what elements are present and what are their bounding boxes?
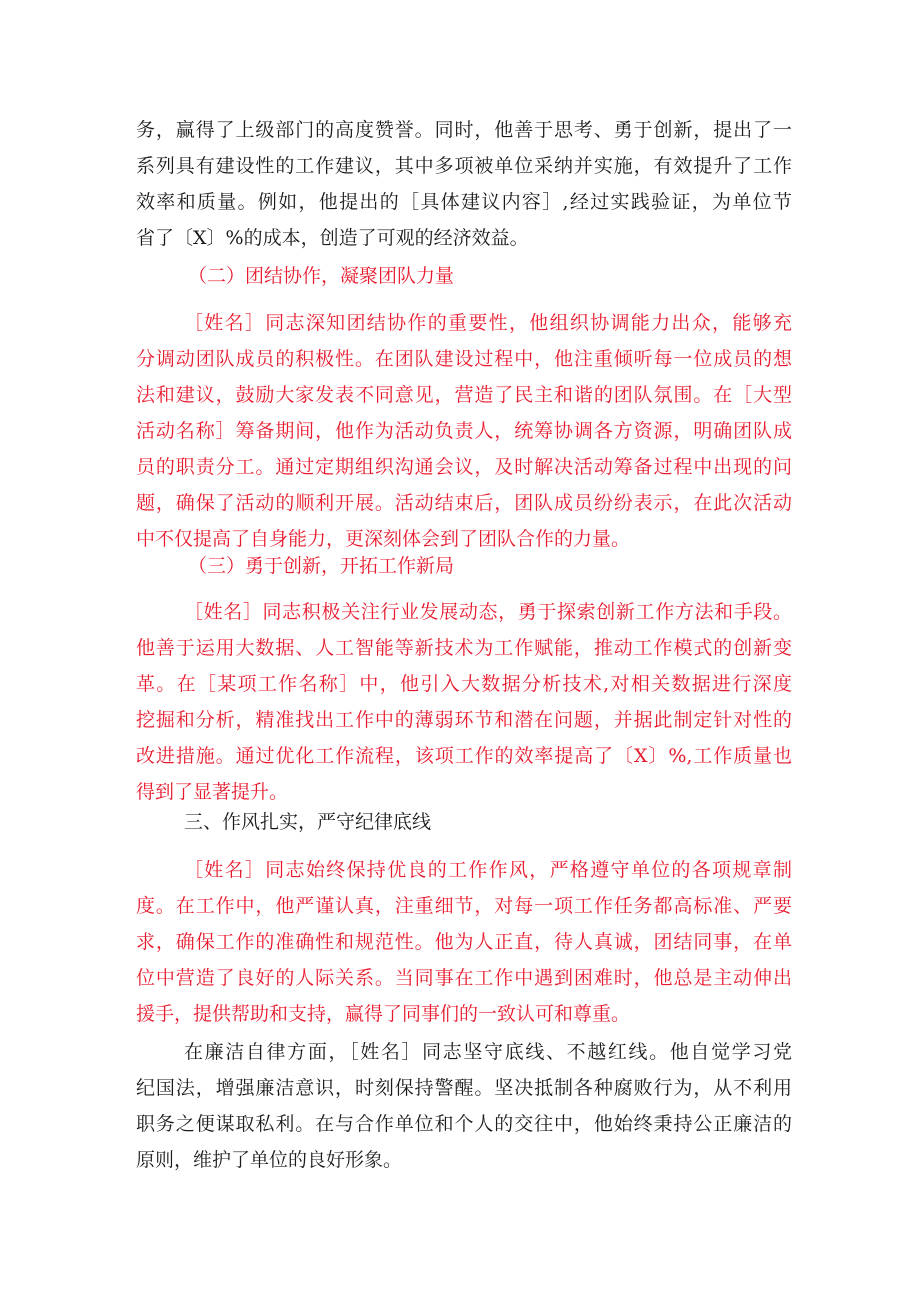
text-line: 改进措施。通过优化工作流程，该项工作的效率提高了〔X〕%,工作质量也 [136,745,792,767]
text-line: 中不仅提高了自身能力，更深刻体会到了团队合作的力量。 [136,528,631,550]
text-line: ［姓名］同志积极关注行业发展动态，勇于探索创新工作方法和手段。 [184,601,792,623]
text-line: ［姓名］同志始终保持优良的工作作风，严格遵守单位的各项规章制 [184,859,792,881]
paragraph-teamwork [136,305,792,557]
text-line: 活动名称］筹备期间，他作为活动负责人，统筹协调各方资源，明确团队成 [136,420,792,442]
text-line: 求，确保工作的准确性和规范性。他为人正直，待人真诚，团结同事，在单 [136,931,792,953]
text-line: 效率和质量。例如，他提出的［具体建议内容］,经过实践验证，为单位节 [136,191,792,213]
text-line: 省了〔X〕%的成本，创造了可观的经济效益。 [136,227,529,249]
text-line: 分调动团队成员的积极性。在团队建设过程中，他注重倾听每一位成员的想 [136,348,792,370]
heading-teamwork: （二）团结协作，凝聚团队力量 [188,265,455,287]
text-line: 原则，维护了单位的良好形象。 [136,1149,403,1171]
text-line: 在廉洁自律方面，［姓名］同志坚守底线、不越红线。他自觉学习党 [184,1041,792,1063]
text-line: 题，确保了活动的顺利开展。活动结束后，团队成员纷纷表示，在此次活动 [136,492,792,514]
paragraph-innovation [136,594,792,810]
text-line: 职务之便谋取私利。在与合作单位和个人的交往中，他始终秉持公正廉洁的 [136,1113,792,1135]
heading-innovation: （三）勇于创新，开拓工作新局 [188,555,455,577]
section-title-style: 三、作风扎实，严守纪律底线 [184,811,432,833]
text-line: 得到了显著提升。 [136,781,289,803]
text-line: 度。在工作中，他严谨认真，注重细节，对每一项工作任务都高标准、严要 [136,895,792,917]
text-line: 他善于运用大数据、人工智能等新技术为工作赋能，推动工作模式的创新变 [136,637,792,659]
text-line: 系列具有建设性的工作建议，其中多项被单位采纳并实施，有效提升了工作 [136,155,792,177]
text-line: 务，赢得了上级部门的高度赞誉。同时，他善于思考、勇于创新，提出了一 [136,119,792,141]
paragraph-integrity [136,1034,792,1178]
paragraph-intro [136,112,792,256]
paragraph-style [136,852,792,1032]
text-line: 援手，提供帮助和支持，赢得了同事们的一致认可和尊重。 [136,1003,631,1025]
text-line: 位中营造了良好的人际关系。当同事在工作中遇到困难时，他总是主动伸出 [136,967,792,989]
text-line: ［姓名］同志深知团结协作的重要性，他组织协调能力出众，能够充 [184,312,792,334]
text-line: 革。在［某项工作名称］中，他引入大数据分析技术,对相关数据进行深度 [136,673,792,695]
text-line: 挖掘和分析，精准找出工作中的薄弱环节和潜在问题，并据此制定针对性的 [136,709,792,731]
text-line: 纪国法，增强廉洁意识，时刻保持警醒。坚决抵制各种腐败行为，从不利用 [136,1077,792,1099]
text-line: 法和建议，鼓励大家发表不同意见，营造了民主和谐的团队氛围。在［大型 [136,384,792,406]
text-line: 员的职责分工。通过定期组织沟通会议，及时解决活动筹备过程中出现的问 [136,456,792,478]
